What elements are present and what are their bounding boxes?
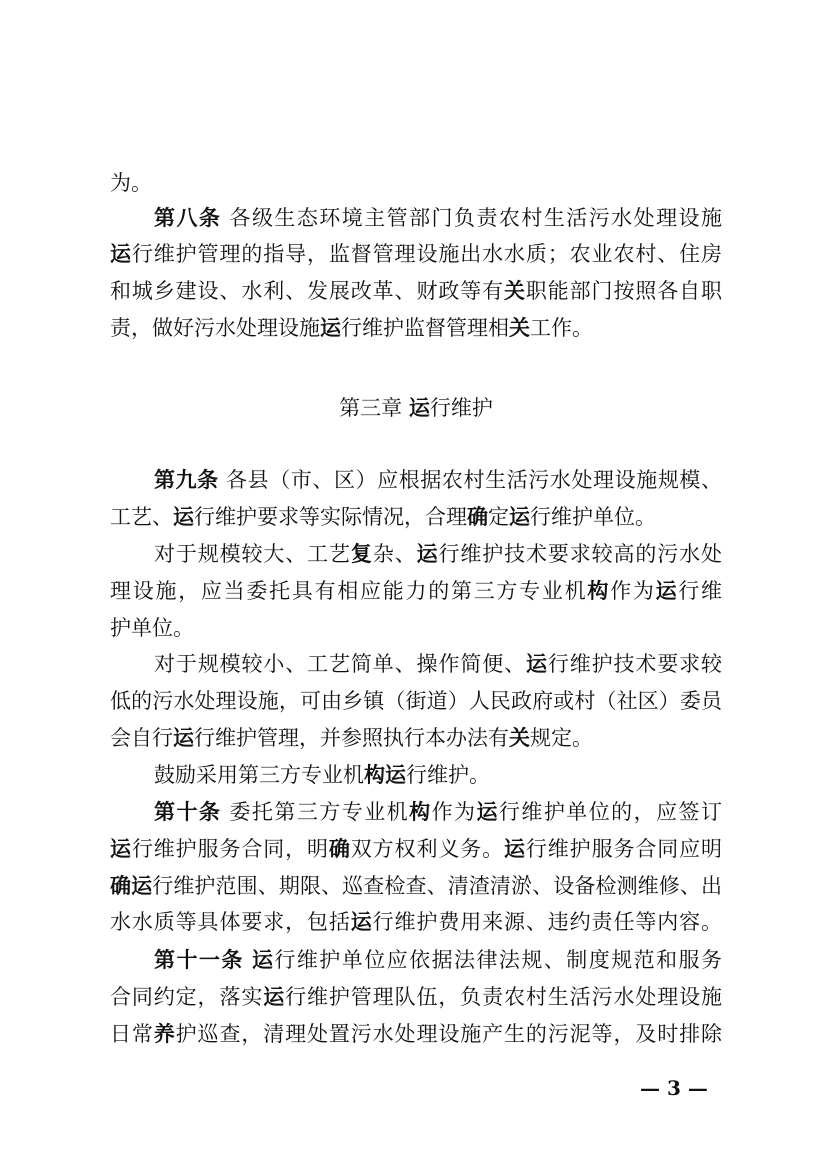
bold-text: 运: [173, 504, 194, 529]
text-segment: 行维护范围、期限、巡查检查、清渣清淤、设备检测维修、出: [152, 874, 723, 898]
text-segment: 工艺、: [110, 505, 173, 529]
bold-text: 关: [504, 278, 526, 303]
text-line: [110, 946, 722, 974]
text-segment: 理设施，应当委托具有相应能力的第三方专业机: [110, 579, 588, 603]
text-line: [110, 1020, 722, 1048]
text-segment: 行维护要求等实际情况，合理: [194, 505, 467, 529]
text-line: [110, 687, 722, 715]
bold-text: 运: [476, 799, 499, 824]
bold-text: 运: [504, 836, 526, 861]
text-line: [110, 983, 722, 1011]
text-segment: 日常: [110, 1022, 154, 1046]
bold-text: 运: [350, 909, 373, 934]
text-line: [110, 872, 722, 900]
text-segment: 规定。: [530, 726, 593, 750]
bold-text: 运: [509, 504, 530, 529]
bold-text: 第十条: [154, 799, 222, 824]
text-segment: 双方权利义务。: [350, 837, 505, 861]
text-line: [110, 908, 722, 936]
text-segment: 工作。: [530, 316, 593, 340]
bold-text: 运: [525, 651, 548, 676]
chapter-heading: [110, 394, 722, 422]
text-line: [110, 277, 722, 305]
bold-text: 运: [110, 836, 132, 861]
text-segment: 为。: [110, 171, 152, 195]
bold-text: 构运: [364, 762, 406, 787]
text-line: [110, 169, 722, 197]
bold-text: 关: [509, 315, 530, 340]
text-segment: 行维护。: [406, 763, 490, 787]
text-line: [110, 614, 722, 642]
text-segment: 和城乡建设、水利、发展改革、财政等有: [110, 279, 504, 303]
text-line: [110, 650, 722, 678]
text-segment: 定: [488, 505, 509, 529]
text-segment: 行维护服务合同应明: [525, 837, 723, 861]
bold-text: 确: [467, 504, 488, 529]
text-segment: 行维护管理队伍，负责农村生活污水处理设施: [285, 985, 723, 1009]
text-segment: 行维护技术要求较高的污水处: [438, 542, 723, 566]
text-segment: 护单位。: [110, 616, 194, 640]
bold-text: 构: [587, 578, 611, 603]
bold-text: 复: [350, 541, 373, 566]
text-line: [110, 798, 722, 826]
text-line: [110, 503, 722, 531]
text-segment: 对于规模较大、工艺: [154, 542, 351, 566]
bold-text: 运: [655, 578, 679, 603]
text-line: [110, 724, 722, 752]
text-line: [110, 540, 722, 568]
text-line: [110, 761, 722, 789]
text-segment: 杂、: [372, 542, 417, 566]
text-segment: 行维护技术要求较: [547, 652, 723, 676]
text-segment: 行维护单位。: [530, 505, 656, 529]
text-line: [110, 204, 722, 232]
text-segment: 会自行: [110, 726, 173, 750]
text-segment: 行维: [678, 579, 723, 603]
bold-text: 运: [263, 984, 286, 1009]
text-segment: 行维护监督管理相: [341, 316, 509, 340]
text-segment: 行维护费用来源、违约责任等内容。: [372, 910, 723, 934]
text-line: [110, 240, 722, 268]
text-segment: 护巡查，清理处置污水处理设施产生的污泥等，及时排除: [175, 1022, 723, 1046]
bold-text: 运: [173, 725, 194, 750]
bold-text: 运: [320, 315, 341, 340]
text-segment: 行维护: [429, 396, 493, 420]
text-line: [110, 577, 722, 605]
bold-text: 运: [416, 541, 439, 566]
text-segment: 鼓励采用第三方专业机: [154, 763, 364, 787]
text-segment: [244, 948, 252, 972]
text-segment: 低的污水处理设施，可由乡镇（街道）人民政府或村（社区）委员: [110, 689, 722, 713]
text-segment: 对于规模较小、工艺简单、操作简便、: [154, 652, 526, 676]
text-segment: 行维护单位应依据法律法规、制度规范和服务: [274, 948, 723, 972]
text-line: [110, 835, 722, 863]
page-number: — 3 —: [640, 1076, 708, 1100]
text-segment: 委托第三方专业机: [221, 800, 410, 824]
bold-text: 运: [408, 395, 430, 420]
bold-text: 第八条: [154, 205, 222, 230]
text-segment: 职能部门按照各自职: [525, 279, 723, 303]
text-segment: 各县（市、区）应根据农村生活污水处理设施规模、: [218, 468, 723, 492]
bold-text: 确: [328, 836, 351, 861]
text-segment: 行维护管理，并参照执行本办法有: [194, 726, 509, 750]
text-segment: 行维护管理的指导，监督管理设施出水水质；农业农村、住房: [131, 242, 722, 266]
text-segment: 行维护服务合同，明: [131, 837, 329, 861]
text-line: [110, 466, 722, 494]
bold-text: 养: [153, 1021, 176, 1046]
text-segment: 作为: [610, 579, 656, 603]
text-segment: 水水质等具体要求，包括: [110, 910, 351, 934]
bold-text: 确运: [110, 873, 153, 898]
text-segment: 作为: [431, 800, 477, 824]
text-segment: 行维护单位的，应签订: [498, 800, 722, 824]
bold-text: 构: [409, 799, 432, 824]
text-line: [110, 314, 722, 342]
bold-text: 第十一条: [154, 947, 244, 972]
bold-text: 第九条: [154, 467, 219, 492]
text-segment: 第三章: [339, 396, 409, 420]
bold-text: 运: [251, 947, 275, 972]
text-segment: 责，做好污水处理设施: [110, 316, 320, 340]
bold-text: 关: [509, 725, 530, 750]
text-segment: 合同约定，落实: [110, 985, 264, 1009]
bold-text: 运: [110, 241, 132, 266]
text-segment: 各级生态环境主管部门负责农村生活污水处理设施: [221, 206, 722, 230]
